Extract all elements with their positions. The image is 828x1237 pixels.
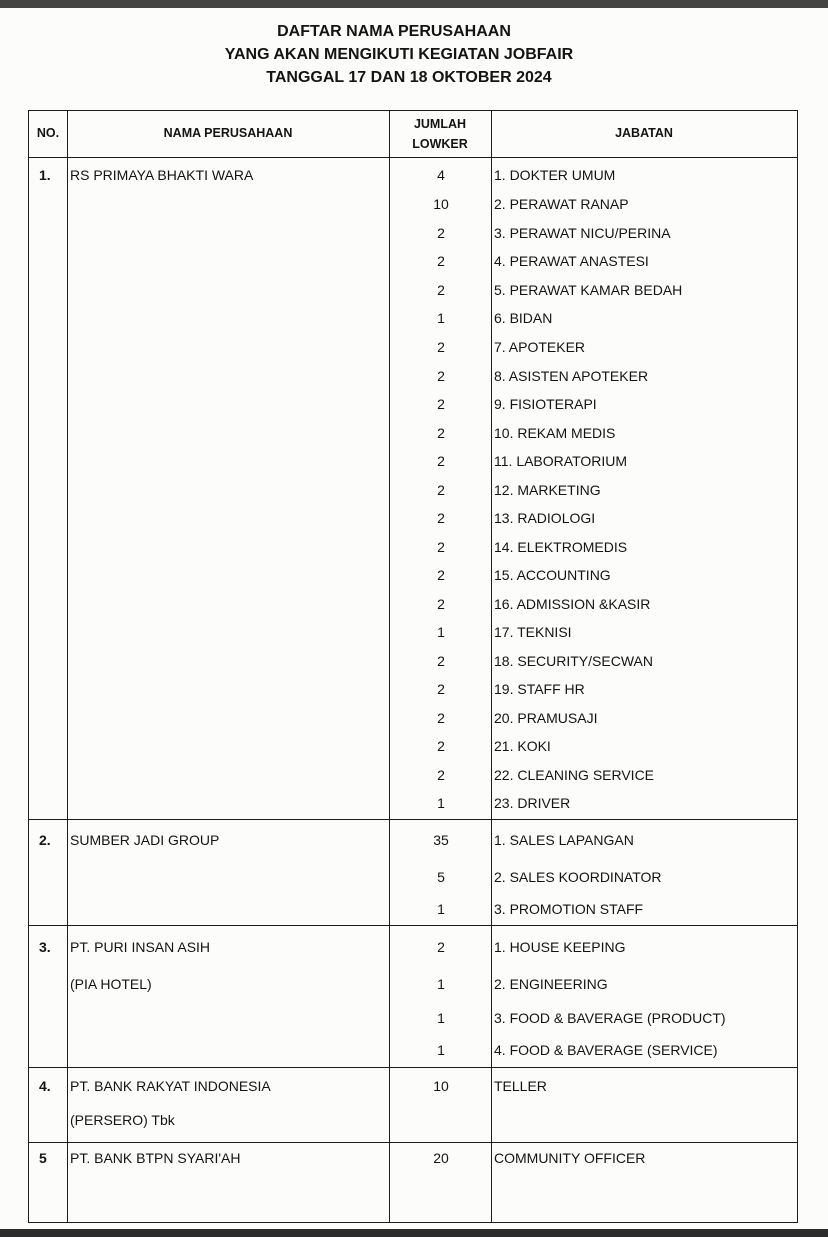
vacancy-count: 10 bbox=[433, 196, 449, 212]
row-divider bbox=[29, 819, 797, 820]
job-title: 15. ACCOUNTING bbox=[494, 567, 611, 583]
vacancy-count: 2 bbox=[437, 738, 445, 754]
row-divider bbox=[29, 925, 797, 926]
job-title: 10. REKAM MEDIS bbox=[494, 425, 616, 441]
vacancy-count: 2 bbox=[437, 453, 445, 469]
vacancy-count: 1 bbox=[437, 624, 445, 640]
vacancy-count: 1 bbox=[437, 976, 445, 992]
vacancy-count: 2 bbox=[437, 653, 445, 669]
heading-line-3: TANGGAL 17 DAN 18 OKTOBER 2024 bbox=[266, 69, 552, 86]
vacancy-count: 4 bbox=[437, 167, 445, 183]
vacancy-count: 2 bbox=[437, 396, 445, 412]
vacancy-count: 2 bbox=[437, 539, 445, 555]
vacancy-count: 1 bbox=[437, 310, 445, 326]
vacancy-count: 35 bbox=[433, 832, 449, 848]
vacancy-count: 10 bbox=[433, 1078, 449, 1094]
header-count: JUMLAH LOWKER bbox=[412, 117, 468, 151]
job-title: 2. ENGINEERING bbox=[494, 976, 608, 992]
vacancy-count: 5 bbox=[437, 869, 445, 885]
vacancy-count: 2 bbox=[437, 253, 445, 269]
job-title: 14. ELEKTROMEDIS bbox=[494, 539, 628, 555]
vacancy-count: 2 bbox=[437, 339, 445, 355]
company-name: SUMBER JADI GROUP bbox=[70, 832, 220, 848]
job-title: 2. PERAWAT RANAP bbox=[494, 196, 629, 212]
vacancy-count: 2 bbox=[437, 282, 445, 298]
column-divider bbox=[491, 111, 492, 1222]
document-heading bbox=[0, 20, 828, 89]
vacancy-count: 20 bbox=[433, 1150, 449, 1166]
vacancy-count: 2 bbox=[437, 567, 445, 583]
vacancy-count: 2 bbox=[437, 368, 445, 384]
job-title: 13. RADIOLOGI bbox=[494, 510, 596, 526]
vacancy-count: 2 bbox=[437, 510, 445, 526]
job-title: 1. HOUSE KEEPING bbox=[494, 939, 626, 955]
heading-line-2: YANG AKAN MENGIKUTI KEGIATAN JOBFAIR bbox=[224, 46, 574, 63]
job-title: 3. PERAWAT NICU/PERINA bbox=[494, 225, 671, 241]
vacancy-count: 2 bbox=[437, 939, 445, 955]
job-title: COMMUNITY OFFICER bbox=[494, 1150, 646, 1166]
job-title: 7. APOTEKER bbox=[494, 339, 586, 355]
job-title: 19. STAFF HR bbox=[494, 681, 585, 697]
job-title: TELLER bbox=[494, 1078, 547, 1094]
job-title: 16. ADMISSION &KASIR bbox=[494, 596, 651, 612]
job-title: 8. ASISTEN APOTEKER bbox=[494, 368, 649, 384]
top-edge-strip bbox=[0, 0, 828, 8]
vacancy-count: 1 bbox=[437, 901, 445, 917]
job-title: 20. PRAMUSAJI bbox=[494, 710, 598, 726]
vacancy-count: 1 bbox=[437, 795, 445, 811]
vacancy-count: 2 bbox=[437, 681, 445, 697]
company-name: (PIA HOTEL) bbox=[70, 976, 152, 992]
header-no: NO. bbox=[36, 126, 60, 140]
header-company: NAMA PERUSAHAAN bbox=[163, 126, 293, 140]
column-divider bbox=[67, 111, 68, 1222]
vacancy-count: 2 bbox=[437, 710, 445, 726]
row-divider bbox=[29, 1067, 797, 1068]
vacancy-count: 2 bbox=[437, 225, 445, 241]
row-number: 1. bbox=[39, 167, 51, 183]
company-name: (PERSERO) Tbk bbox=[70, 1112, 175, 1128]
company-table bbox=[28, 110, 798, 1223]
vacancy-count: 1 bbox=[437, 1042, 445, 1058]
bottom-edge-strip bbox=[0, 1229, 828, 1237]
vacancy-count: 2 bbox=[437, 482, 445, 498]
job-title: 3. FOOD & BAVERAGE (PRODUCT) bbox=[494, 1010, 726, 1026]
company-name: RS PRIMAYA BHAKTI WARA bbox=[70, 167, 254, 183]
header-divider bbox=[29, 157, 797, 158]
row-number: 2. bbox=[39, 832, 51, 848]
company-name: PT. PURI INSAN ASIH bbox=[70, 939, 211, 955]
company-name: PT. BANK BTPN SYARI'AH bbox=[70, 1150, 241, 1166]
row-number: 3. bbox=[39, 939, 51, 955]
row-divider bbox=[29, 1142, 797, 1143]
job-title: 6. BIDAN bbox=[494, 310, 553, 326]
vacancy-count: 2 bbox=[437, 425, 445, 441]
job-title: 2. SALES KOORDINATOR bbox=[494, 869, 662, 885]
job-title: 4. PERAWAT ANASTESI bbox=[494, 253, 649, 269]
job-title: 9. FISIOTERAPI bbox=[494, 396, 597, 412]
job-title: 4. FOOD & BAVERAGE (SERVICE) bbox=[494, 1042, 718, 1058]
vacancy-count: 2 bbox=[437, 596, 445, 612]
job-title: 12. MARKETING bbox=[494, 482, 601, 498]
vacancy-count: 1 bbox=[437, 1010, 445, 1026]
job-title: 1. DOKTER UMUM bbox=[494, 167, 616, 183]
row-number: 4. bbox=[39, 1078, 51, 1094]
job-title: 17. TEKNISI bbox=[494, 624, 572, 640]
vacancy-count: 2 bbox=[437, 767, 445, 783]
header-position: JABATAN bbox=[615, 126, 673, 140]
company-name: PT. BANK RAKYAT INDONESIA bbox=[70, 1078, 271, 1094]
job-title: 1. SALES LAPANGAN bbox=[494, 832, 634, 848]
job-title: 3. PROMOTION STAFF bbox=[494, 901, 644, 917]
heading-line-1: DAFTAR NAMA PERUSAHAAN bbox=[277, 23, 511, 40]
job-title: 22. CLEANING SERVICE bbox=[494, 767, 655, 783]
job-title: 21. KOKI bbox=[494, 738, 551, 754]
job-title: 11. LABORATORIUM bbox=[494, 453, 628, 469]
column-divider bbox=[389, 111, 390, 1222]
job-title: 18. SECURITY/SECWAN bbox=[494, 653, 653, 669]
job-title: 23. DRIVER bbox=[494, 795, 571, 811]
row-number: 5 bbox=[39, 1150, 47, 1166]
job-title: 5. PERAWAT KAMAR BEDAH bbox=[494, 282, 683, 298]
